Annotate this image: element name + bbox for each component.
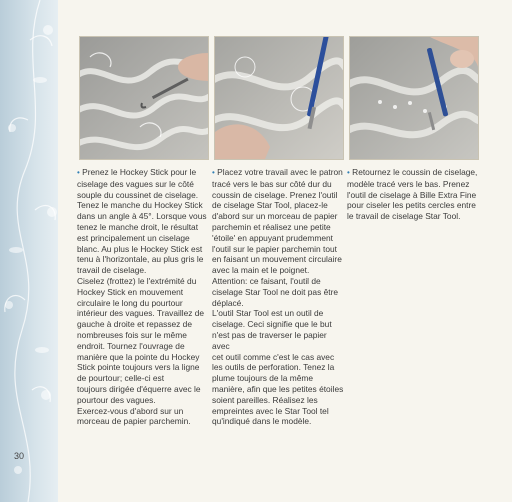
text-line: l'outil sur le papier parchemin tout	[212, 243, 337, 254]
text-line: coussin de ciselage. Prenez l'outil	[212, 189, 338, 200]
instruction-column-2	[212, 167, 344, 427]
bullet-icon: •	[212, 168, 215, 177]
hockey-stick-tool-photo	[79, 36, 209, 160]
text-line: empreintes avec le Star Tool tel	[212, 405, 329, 416]
text-line: endroit. Tournez l'ouvrage de	[77, 340, 185, 351]
text-line: de pourtour; celle-ci est	[77, 373, 165, 384]
text-line: Exercez-vous d'abord sur un	[77, 405, 184, 416]
text-line: travail de ciselage.	[77, 265, 147, 276]
paragraph-star-tool	[212, 167, 344, 427]
text-line: morceau de papier parchemin.	[77, 416, 191, 427]
text-line: Prenez le Hockey Stick pour le	[82, 167, 197, 177]
text-line: Ciselez (frottez) le l'extrémité du	[77, 275, 197, 286]
text-line: tenez le manche droit, le résultat	[77, 221, 199, 232]
text-line: l'outil de ciselage à Bille Extra Fine	[347, 189, 477, 200]
text-line: Retournez le coussin de ciselage,	[352, 167, 478, 177]
page-number: 30	[14, 451, 25, 461]
text-line: circulaire le long du pourtour	[77, 297, 183, 308]
text-line: n'est pas de traverser le papier avec	[212, 329, 327, 351]
text-line: Attention: ce faisant, l'outil de	[212, 275, 321, 286]
text-line: de ciselage Star Tool, placez-le	[212, 200, 328, 211]
decorative-floral-margin	[0, 0, 58, 502]
instruction-column-3	[347, 167, 487, 222]
text-line: Hockey Stick en mouvement	[77, 286, 184, 297]
text-line: les outils de perforation. Tenez la	[212, 362, 335, 373]
text-line: cet outil comme c'est le cas avec	[212, 351, 335, 362]
text-line: toujours dirigée d'équerre avec le	[77, 383, 201, 394]
text-line: ciselage des vagues sur le côté	[77, 178, 194, 189]
text-line: tracé vers le bas sur côté dur du	[212, 178, 332, 189]
text-line: plume toujours de la même	[212, 373, 314, 384]
paragraph-hockey-stick	[77, 167, 209, 427]
text-line: ciselage Star Tool ne doit pas être	[212, 286, 339, 297]
text-line: pourtour des vagues.	[77, 394, 156, 405]
text-line: modèle tracé vers le bas. Prenez	[347, 178, 470, 189]
text-line: le travail de ciselage Star Tool.	[347, 211, 461, 222]
text-line: est principalement un ciselage	[77, 232, 190, 243]
text-line: qu'indiqué dans le modèle.	[212, 416, 312, 427]
paragraph-ball-tool	[347, 167, 487, 222]
text-line: gauche à droite et repassez de	[77, 319, 193, 330]
text-line: soient pareilles. Réalisez les	[212, 394, 318, 405]
text-line: dans un angle à 45°. Lorsque vous	[77, 211, 207, 222]
text-line: nombreuses fois sur le même	[77, 329, 187, 340]
text-line: ciselage. Ceci signifie que le but	[212, 319, 332, 330]
text-line: pour ciseler les petits cercles entre	[347, 200, 476, 211]
text-line: Tenez le manche du Hockey Stick	[77, 200, 203, 211]
text-line: d'abord sur un morceau de papier	[212, 211, 338, 222]
text-line: manière que la pointe du Hockey	[77, 351, 200, 362]
text-line: Stick pointe toujours vers la ligne	[77, 362, 200, 373]
bullet-icon: •	[347, 168, 350, 177]
text-line: manière, afin que les petites étoiles	[212, 383, 344, 394]
text-line: blanc. Au plus le Hockey Stick est	[77, 243, 203, 254]
text-line: en faisant un mouvement circulaire	[212, 254, 342, 265]
instruction-column-1	[77, 167, 209, 427]
text-line: 'étoile' en appuyant prudemment	[212, 232, 333, 243]
text-line: L'outil Star Tool est un outil de	[212, 308, 324, 319]
text-line: souple du coussinet de ciselage.	[77, 189, 199, 200]
text-line: Placez votre travail avec le patron	[217, 167, 343, 177]
text-line: avec la main et le poignet.	[212, 265, 310, 276]
text-line: parchemin et réalisez une petite	[212, 221, 331, 232]
text-line: tenu à l'horizontale, au plus gris le	[77, 254, 204, 265]
bullet-icon: •	[77, 168, 80, 177]
ball-tool-photo	[349, 36, 479, 160]
text-line: intérieur des vagues. Travaillez de	[77, 308, 205, 319]
text-line: déplacé.	[212, 297, 244, 308]
star-tool-photo	[214, 36, 344, 160]
